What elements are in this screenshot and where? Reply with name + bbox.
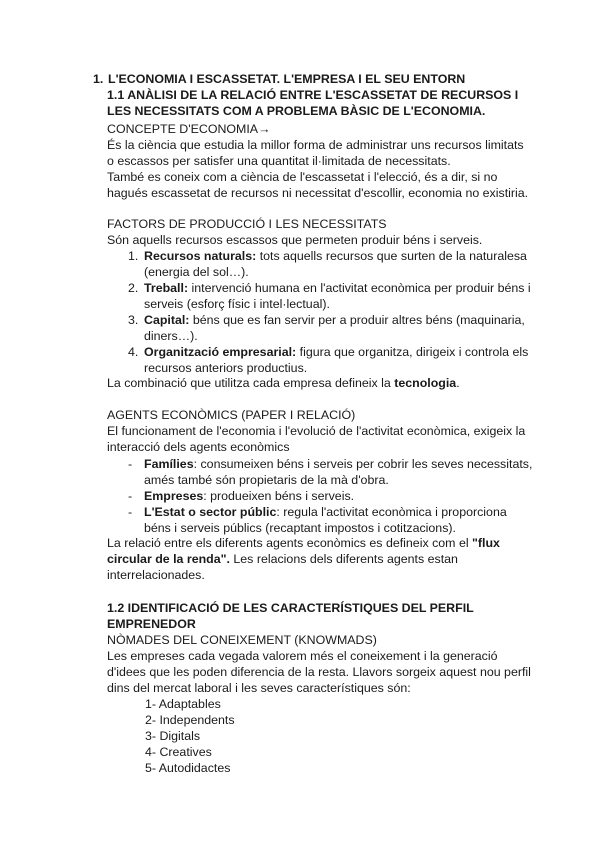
list-item [128,344,533,376]
subsection-1-1-line2: LES NECESSITATS COM A PROBLEMA BÀSIC DE L'ECONOMIA. [107,104,486,118]
factors-intro-text: Són aquells recursos escassos que permeten produir béns i serveis. [107,233,483,247]
list-dash: - [128,489,133,503]
list-number: 1. [128,249,139,263]
list-item: 5- Autodidactes [145,761,231,775]
list-text: : consumeixen béns i serveis per cobrir les seves necessitats, amés també són propietaris de la mà d'obra. [144,457,533,487]
list-item [128,280,533,312]
list-number: 2. [128,281,139,295]
traits-list [145,696,235,776]
list-text: intervenció humana en l'activitat econòmica per produir béns i serveis (esforç físic i intel·lectual). [144,281,531,311]
list-item: 3- Digitals [145,729,201,743]
agents-closing-end: Les relacions dels diferents agents estan interrelacionades. [107,552,458,582]
list-text: béns que es fan servir per a produir altres béns (maquinaria, diners…). [144,313,525,343]
knowmads-heading: NÒMADES DEL CONEIXEMENT (KNOWMADS) [107,633,377,647]
subsection-1-2 [107,600,532,696]
agents-closing [107,535,532,583]
list-text: tots aquells recursos que surten de la naturalesa (energia del sol…). [144,249,527,279]
agents-list [128,456,533,536]
knowmads-paragraph: Les empreses cada vegada valorem més el coneixement i la generació d'idees que les poden diferencia de la resta. Llavors sorgeix aquest nou perfil dins del mercat laboral i les seves característiques són: [107,649,531,695]
list-number: 3. [128,313,139,327]
list-item: 1- Adaptables [145,697,221,711]
factors-intro [107,216,532,248]
concept-paragraph-2: També es coneix com a ciència de l'escassetat i l'elecció, és a dir, si no hagués escassetat de recursos ni necessitat d'escollir, economia no existiria. [107,170,529,200]
concept-paragraph-1: És la ciència que estudia la millor forma de administrar uns recursos limitats o escassos per satisfer una quantitat il·limitada de necessitats. [107,138,524,168]
agents-closing-text: La relació entre els diferents agents econòmics es defineix com el [107,536,473,550]
list-item [128,248,533,280]
subsection-1-1-heading [107,87,537,119]
list-text: : produeixen béns i serveis. [203,489,355,503]
list-item: 2- Independents [145,713,235,727]
section-1-number: 1. [93,72,104,86]
agents-heading: AGENTS ECONÒMICS (PAPER I RELACIÓ) [107,408,356,422]
list-item [128,312,533,344]
subsection-1-2-line2: EMPRENEDOR [107,617,196,631]
agents-intro [107,407,532,455]
list-item [128,456,533,488]
factors-closing-text: La combinació que utilitza cada empresa defineix la [107,376,395,390]
list-term: L'Estat o sector públic [144,505,277,519]
agents-intro-text: El funcionament de l'economia i l'evolució de l'activitat econòmica, exigeix la interacció dels agents econòmics [107,424,526,454]
concept-section [107,121,532,201]
subsection-1-1-line1: 1.1 ANÀLISI DE LA RELACIÓ ENTRE L'ESCASSETAT DE RECURSOS I [107,88,519,102]
factors-closing-end: . [456,376,460,390]
list-dash: - [128,505,133,519]
subsection-1-2-line1: 1.2 IDENTIFICACIÓ DE LES CARACTERÍSTIQUES DEL PERFIL [107,601,474,615]
list-term: Organització empresarial: [144,345,297,359]
factors-closing-term: tecnologia [394,376,457,390]
factors-heading: FACTORS DE PRODUCCIÓ I LES NECESSITATS [107,217,387,231]
list-item [128,504,533,536]
list-text: figura que organitza, dirigeix i controla els recursos anteriors productius. [144,345,529,375]
section-1-title [93,71,465,87]
list-term: Treball: [144,281,189,295]
list-text: : regula l'activitat econòmica i proporciona béns i serveis públics (recaptant impostos i cotitzacions). [144,505,507,535]
list-term: Famílies [144,457,194,471]
list-item: 4- Creatives [145,745,212,759]
factors-closing [107,375,532,391]
list-dash: - [128,457,133,471]
section-1-title-text: L'ECONOMIA I ESCASSETAT. L'EMPRESA I EL SEU ENTORN [108,72,466,86]
concept-heading: CONCEPTE D'ECONOMIA→ [107,122,271,136]
list-term: Capital: [144,313,190,327]
factors-list [128,248,533,376]
list-term: Empreses [144,489,204,503]
list-term: Recursos naturals: [144,249,257,263]
list-number: 4. [128,345,139,359]
agents-closing-term: "flux circular de la renda". [107,536,500,566]
list-item [128,488,533,504]
